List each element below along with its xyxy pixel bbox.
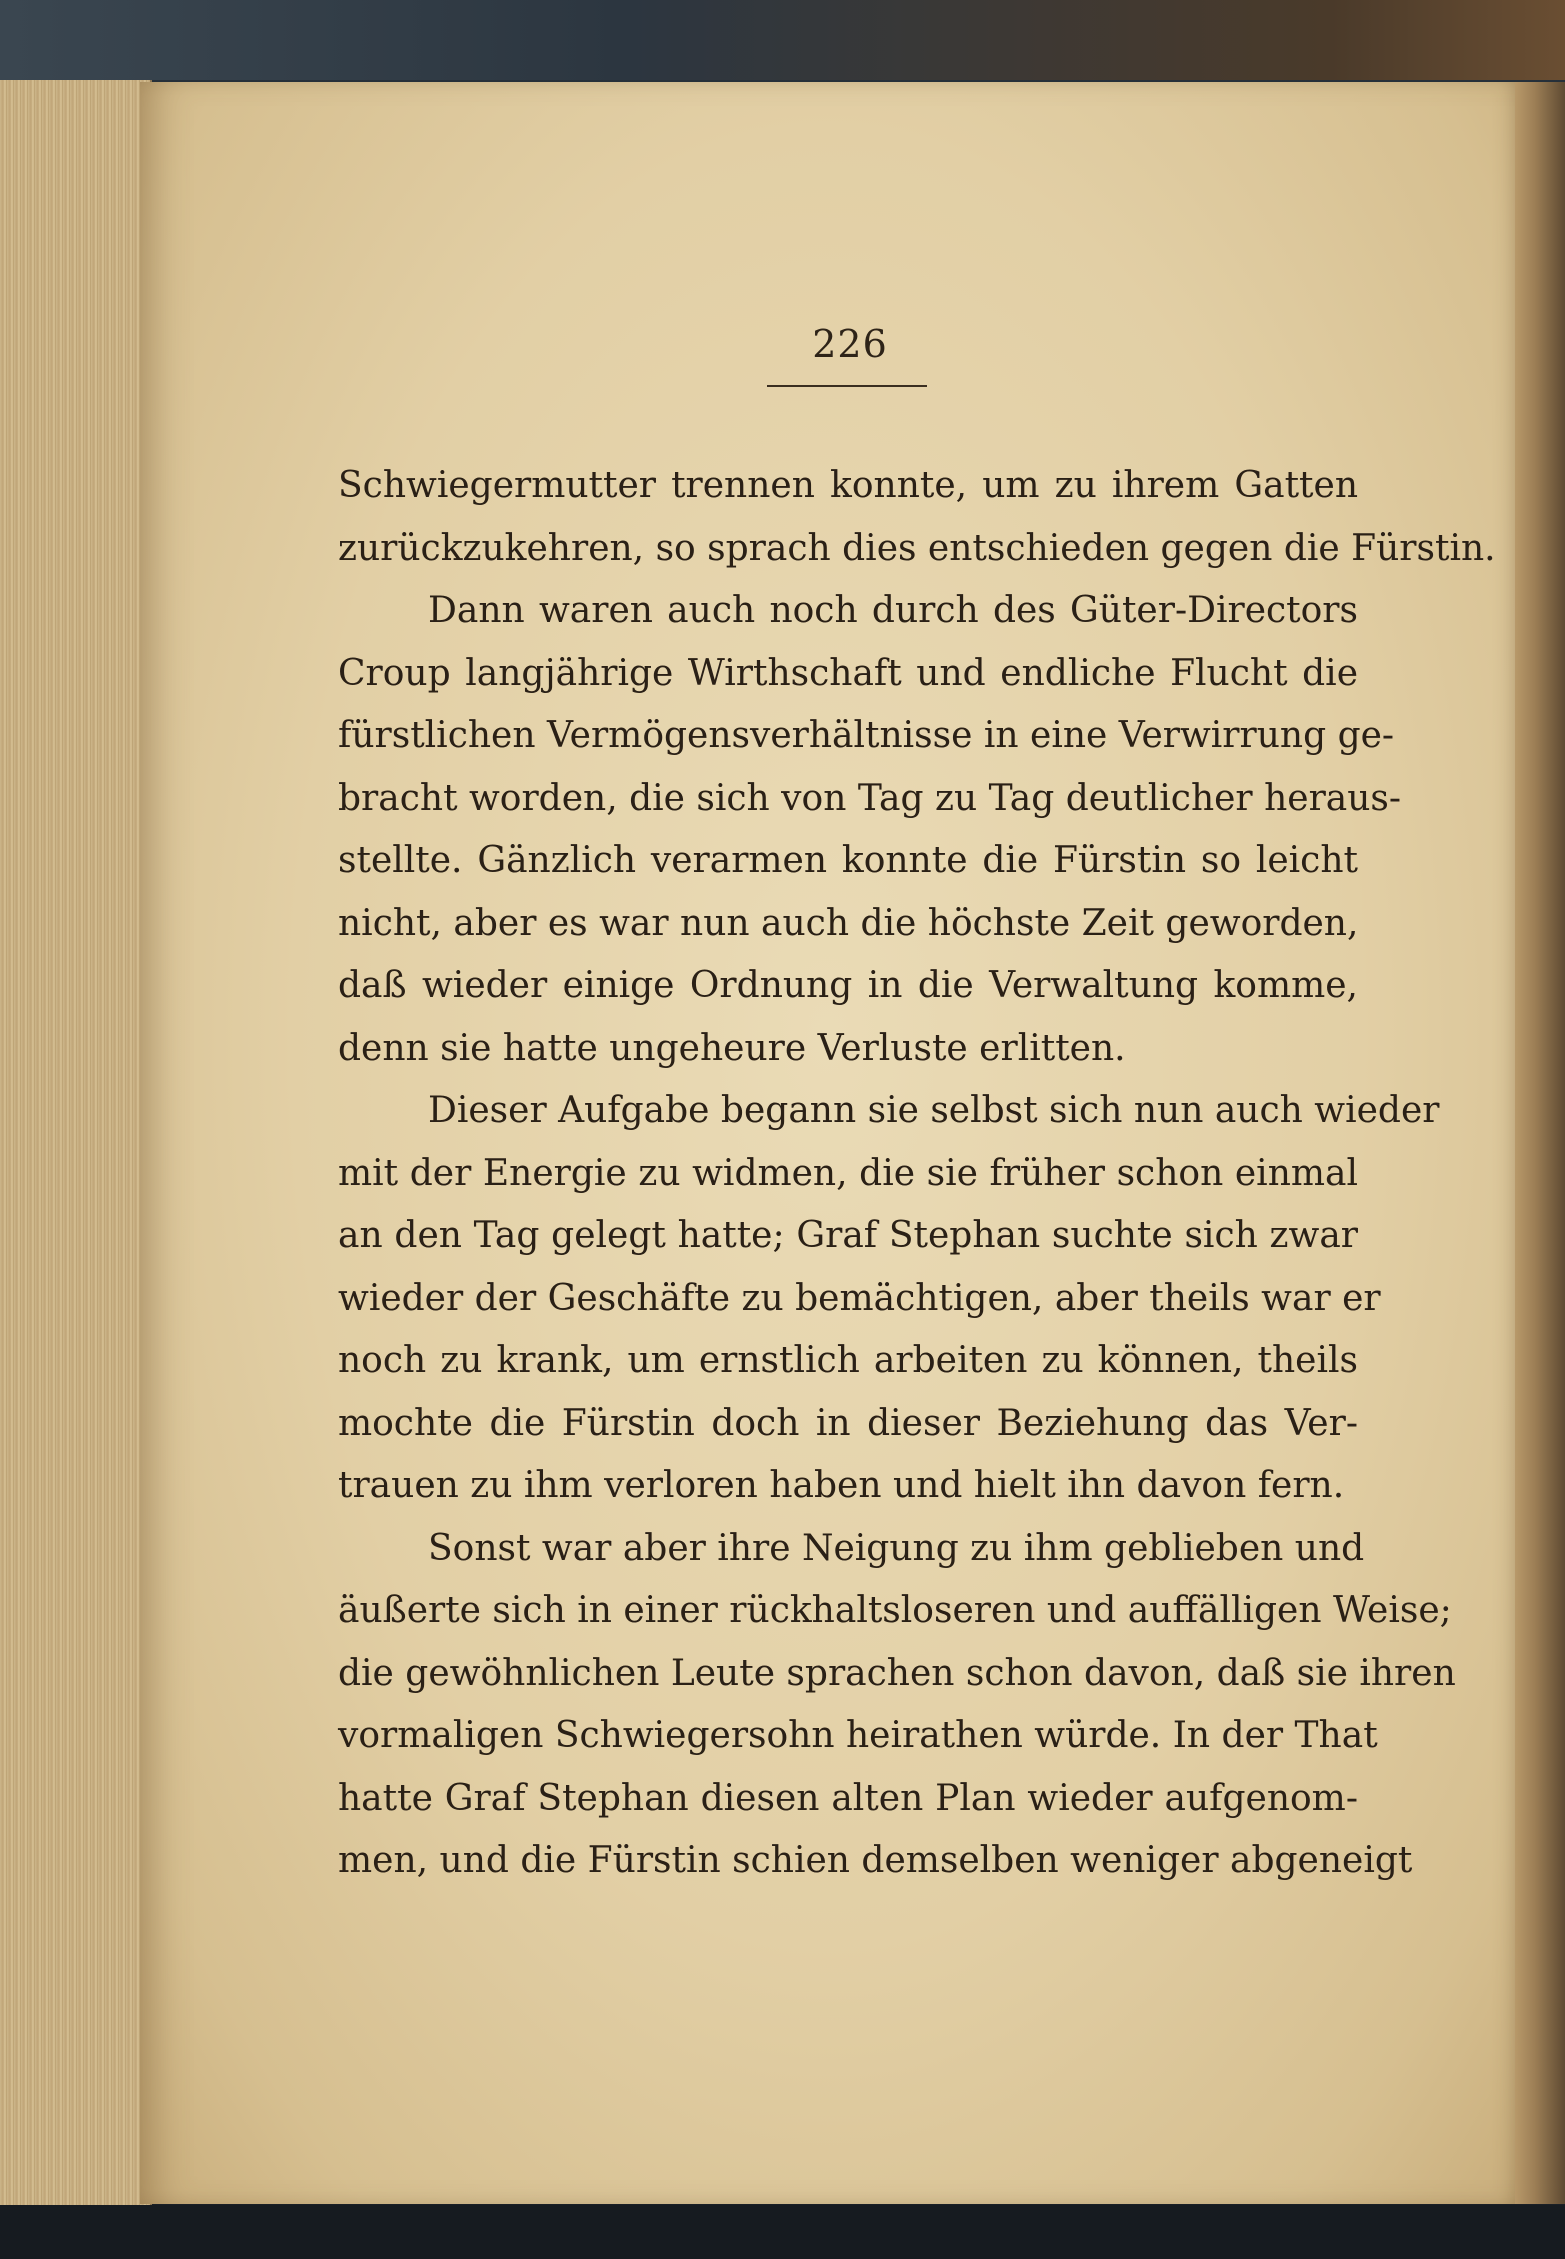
text-line: Dieser Aufgabe begann sie selbst sich nun auch wieder <box>428 1090 1440 1131</box>
text-line: mit der Energie zu widmen, die sie früher schon einmal <box>338 1152 1358 1194</box>
text-line: noch zu krank, um ernstlich arbeiten zu können, theils <box>338 1340 1358 1381</box>
text-line: bracht worden, die sich von Tag zu Tag deutlicher heraus- <box>338 777 1402 819</box>
paragraph <box>338 1518 1456 1893</box>
text-line: mochte die Fürstin doch in dieser Beziehung das Ver- <box>338 1402 1358 1444</box>
text-line: Croup langjährige Wirthschaft und endliche Flucht die <box>338 652 1358 694</box>
text-line: vormaligen Schwiegersohn heirathen würde. In der That <box>338 1715 1378 1756</box>
paragraph <box>338 580 1402 1080</box>
scan-bottom-border <box>0 2205 1565 2259</box>
text-line: nicht, aber es war nun auch die höchste Zeit geworden, <box>338 902 1359 944</box>
text-line: daß wieder einige Ordnung in die Verwaltung komme, <box>338 965 1358 1006</box>
text-line: denn sie hatte ungeheure Verluste erlitten. <box>338 1027 1126 1069</box>
paragraph <box>338 1080 1440 1518</box>
book-cover-top-edge <box>0 0 1565 80</box>
text-line: fürstlichen Vermögensverhältnisse in eine Verwirrung ge- <box>338 715 1395 756</box>
text-line: hatte Graf Stephan diesen alten Plan wieder aufgenom- <box>338 1777 1358 1819</box>
page-number-rule <box>767 385 927 387</box>
text-line: Schwiegermutter trennen konnte, um zu ihrem Gatten <box>338 465 1358 506</box>
text-line: die gewöhnlichen Leute sprachen schon davon, daß sie ihren <box>338 1652 1456 1694</box>
body-text <box>338 455 1496 1893</box>
page-stack-edge <box>0 80 152 2205</box>
text-line: zurückzukehren, so sprach dies entschieden gegen die Fürstin. <box>338 527 1496 569</box>
facing-page-edge <box>1515 82 1565 2204</box>
text-line: Dann waren auch noch durch des Güter-Directors <box>428 590 1358 631</box>
page-number: 226 <box>812 322 888 366</box>
paragraph <box>338 455 1496 580</box>
text-line: stellte. Gänzlich verarmen konnte die Fürstin so leicht <box>338 840 1358 881</box>
text-line: an den Tag gelegt hatte; Graf Stephan suchte sich zwar <box>338 1215 1358 1256</box>
text-line: wieder der Geschäfte zu bemächtigen, aber theils war er <box>338 1277 1381 1319</box>
text-line: trauen zu ihm verloren haben und hielt ihn davon fern. <box>338 1465 1345 1506</box>
text-line: Sonst war aber ihre Neigung zu ihm geblieben und <box>428 1527 1365 1569</box>
text-line: men, und die Fürstin schien demselben weniger abgeneigt <box>338 1840 1413 1881</box>
text-line: äußerte sich in einer rückhaltsloseren und auffälligen Weise; <box>338 1590 1452 1631</box>
